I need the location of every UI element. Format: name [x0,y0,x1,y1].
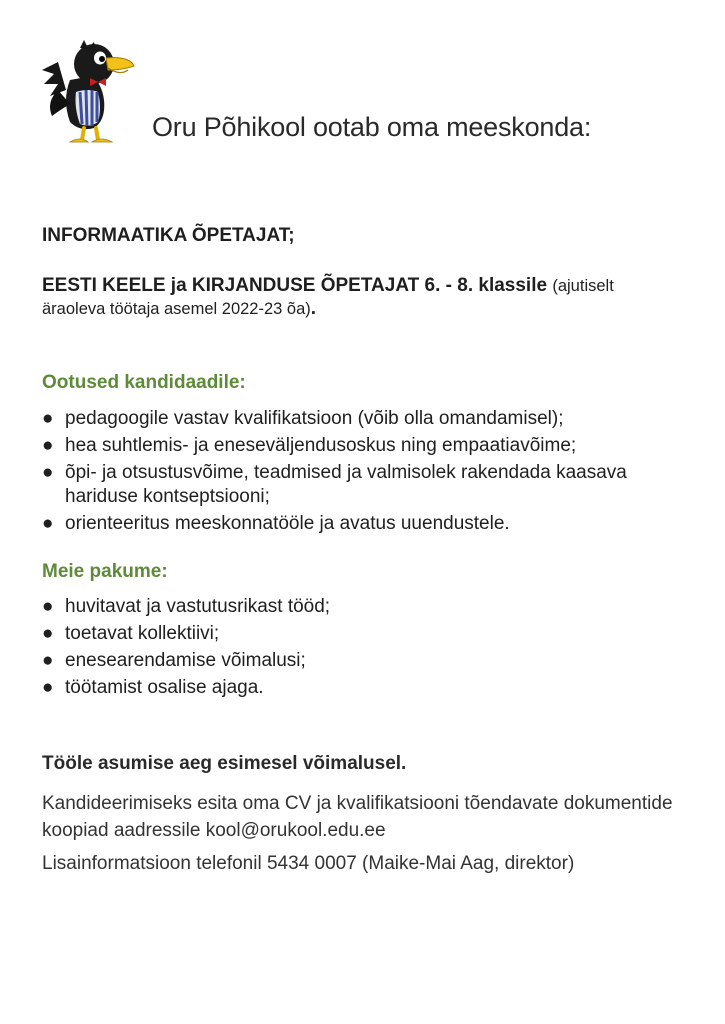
position-estonian-title: EESTI KEELE ja KIRJANDUSE ÕPETAJAT 6. - 8. klassile [42,275,548,296]
list-item: ● töötamist osalise ajaga. [42,677,264,698]
list-item: ● toetavat kollektiivi; [42,623,220,644]
contact-info: Lisainformatsioon telefonil 5434 0007 (Maike-Mai Aag, direktor) [42,853,575,874]
position-informatics-teacher: INFORMAATIKA ÕPETAJAT; [42,225,295,246]
position-note-end: äraoleva töötaja asemel 2022-23 õa) [42,300,311,318]
application-instructions: Kandideerimiseks esita oma CV ja kvalifikatsiooni tõendavate dokumentide koopiad aadressile kool@orukool.edu.ee [42,793,673,841]
bullet-icon: ● [42,623,54,644]
bullet-icon: ● [42,513,54,534]
expectations-list [42,407,692,539]
list-item: ● huvitavat ja vastutusrikast tööd; [42,596,331,617]
bullet-icon: ● [42,462,54,483]
position-end-period: . [310,298,317,319]
offer-title: Meie pakume: [42,561,168,582]
position-note-start: (ajutiselt [552,277,614,295]
position-estonian-teacher [42,273,692,320]
bullet-icon: ● [42,677,54,698]
list-item: ● õpi- ja otsustusvõime, teadmised ja valmisolek rakendada kaasava hariduse kontseptsiooni; [42,462,627,507]
position-note-continued [42,298,692,320]
list-item: ● hea suhtlemis- ja eneseväljendusoskus ning empaatiavõime; [42,435,577,456]
bullet-icon: ● [42,408,54,429]
offer-list [42,595,692,703]
page-headline: Oru Põhikool ootab oma meeskonda: [152,112,592,142]
list-item: ● orienteeritus meeskonnatööle ja avatus uuendustele. [42,513,510,534]
crow-mascot-icon [40,40,136,146]
list-item: ● pedagoogile vastav kvalifikatsioon (võib olla omandamisel); [42,408,564,429]
bullet-icon: ● [42,435,54,456]
list-item: ● enesearendamise võimalusi; [42,650,306,671]
start-date-note: Tööle asumise aeg esimesel võimalusel. [42,753,407,774]
bullet-icon: ● [42,650,54,671]
bullet-icon: ● [42,596,54,617]
expectations-title: Ootused kandidaadile: [42,372,246,393]
